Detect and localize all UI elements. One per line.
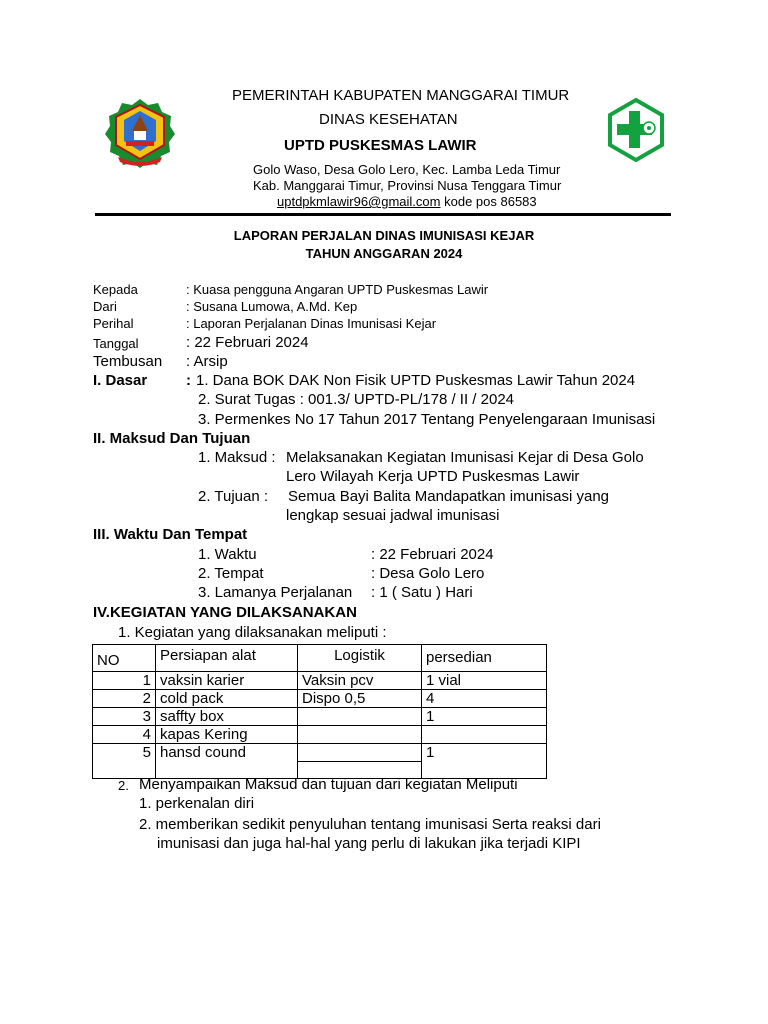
dasar-item: 1. Dana BOK DAK Non Fisik UPTD Puskesmas Lawir Tahun 2024: [196, 372, 636, 389]
report-subtitle: TAHUN ANGGARAN 2024: [305, 246, 463, 261]
meta-label: Tembusan: [93, 353, 163, 370]
table-header-cell: persedian: [422, 645, 547, 672]
meta-value: : 22 Februari 2024: [186, 334, 309, 351]
table-cell: [298, 726, 422, 744]
table-row: [93, 708, 547, 726]
table-cell: 1: [422, 708, 547, 726]
kegiatan-item-1: 1. Kegiatan yang dilaksanakan meliputi :: [118, 624, 387, 641]
lama-label: 3. Lamanya Perjalanan: [198, 584, 353, 601]
meta-label: Perihal: [93, 316, 134, 331]
table-cell-no: 1: [93, 672, 156, 690]
table-row: [93, 672, 547, 690]
postal-code: kode pos 86583: [444, 194, 537, 209]
email-link[interactable]: uptdpkmlawir96@gmail.com: [277, 194, 441, 209]
table-cell: saffty box: [156, 708, 298, 726]
lama-value: : 1 ( Satu ) Hari: [371, 584, 473, 601]
dasar-item: 2. Surat Tugas : 001.3/ UPTD-PL/178 / II / 2024: [198, 391, 515, 408]
table-cell: hansd cound: [156, 744, 298, 779]
meta-value: : Kuasa pengguna Angaran UPTD Puskesmas Lawir: [186, 282, 489, 297]
table-header-row: [93, 645, 547, 672]
kegiatan-sub-1: 1. perkenalan diri: [139, 795, 255, 812]
section-dasar-heading: I. Dasar: [93, 372, 148, 389]
institution-title: UPTD PUSKESMAS LAWIR: [284, 137, 477, 154]
table-cell: Dispo 0,5: [298, 690, 422, 708]
tujuan-text-cont: lengkap sesuai jadwal imunisasi: [286, 507, 500, 524]
tempat-value: : Desa Golo Lero: [371, 565, 485, 582]
table-cell: cold pack: [156, 690, 298, 708]
meta-label: Tanggal: [93, 336, 139, 351]
table-row: [93, 726, 547, 744]
table-cell-no: 4: [93, 726, 156, 744]
section-dasar-colon: :: [186, 372, 191, 389]
table-cell-no: 2: [93, 690, 156, 708]
waktu-value: : 22 Februari 2024: [371, 546, 494, 563]
meta-value: : Laporan Perjalanan Dinas Imunisasi Kejar: [186, 316, 437, 331]
maksud-label: 1. Maksud :: [198, 449, 276, 466]
table-cell-no: 5: [93, 744, 156, 779]
tujuan-label: 2. Tujuan :: [198, 488, 269, 505]
table-cell: 1: [422, 744, 547, 779]
department-title: DINAS KESEHATAN: [319, 111, 458, 128]
table-cell: 4: [422, 690, 547, 708]
header-divider: [95, 213, 671, 216]
section-waktu-heading: III. Waktu Dan Tempat: [93, 526, 248, 543]
table-cell: [298, 744, 422, 779]
kegiatan-sub-2: 2. memberikan sedikit penyuluhan tentang imunisasi Serta reaksi dari: [139, 816, 601, 833]
table-header-cell: NO: [93, 645, 156, 672]
government-title: PEMERINTAH KABUPATEN MANGGARAI TIMUR: [232, 87, 570, 104]
maksud-text-cont: Lero Wilayah Kerja UPTD Puskesmas Lawir: [286, 468, 580, 485]
table-cell: [422, 726, 547, 744]
meta-label: Kepada: [93, 282, 138, 297]
equipment-table: [92, 644, 547, 779]
meta-value: : Arsip: [186, 353, 228, 370]
table-cell: Vaksin pcv: [298, 672, 422, 690]
table-row: [93, 690, 547, 708]
table-cell: 1 vial: [422, 672, 547, 690]
table-cell-no: 3: [93, 708, 156, 726]
kegiatan-item-2: Menyampaikan Maksud dan tujuan dari kegiatan Meliputi: [139, 776, 518, 793]
table-cell: [298, 708, 422, 726]
tempat-label: 2. Tempat: [198, 565, 264, 582]
kegiatan-item-2-number: 2.: [118, 778, 129, 793]
maksud-text: Melaksanakan Kegiatan Imunisasi Kejar di Desa Golo: [286, 449, 644, 466]
contact-line: [277, 194, 537, 209]
section-kegiatan-heading: IV.KEGIATAN YANG DILAKSANAKAN: [93, 604, 357, 621]
section-maksud-heading: II. Maksud Dan Tujuan: [93, 430, 251, 447]
table-cell: kapas Kering: [156, 726, 298, 744]
health-cross-icon: [608, 98, 664, 162]
meta-value: : Susana Lumowa, A.Md. Kep: [186, 299, 358, 314]
table-cell: vaksin karier: [156, 672, 298, 690]
meta-label: Dari: [93, 299, 117, 314]
manggarai-timur-emblem-icon: [104, 97, 176, 169]
table-header-cell: Persiapan alat: [156, 645, 298, 672]
report-title: LAPORAN PERJALAN DINAS IMUNISASI KEJAR: [233, 228, 535, 243]
table-header-cell: Logistik: [298, 645, 422, 672]
dasar-item: 3. Permenkes No 17 Tahun 2017 Tentang Penyelengaraan Imunisasi: [198, 411, 656, 428]
address-line-2: Kab. Manggarai Timur, Provinsi Nusa Tenggara Timur: [253, 178, 562, 193]
table-row: [93, 744, 547, 779]
waktu-label: 1. Waktu: [198, 546, 257, 563]
kegiatan-sub-2-cont: imunisasi dan juga hal-hal yang perlu di lakukan jika terjadi KIPI: [157, 835, 581, 852]
address-line-1: Golo Waso, Desa Golo Lero, Kec. Lamba Leda Timur: [253, 162, 561, 177]
tujuan-text: Semua Bayi Balita Mandapatkan imunisasi yang: [288, 488, 610, 505]
